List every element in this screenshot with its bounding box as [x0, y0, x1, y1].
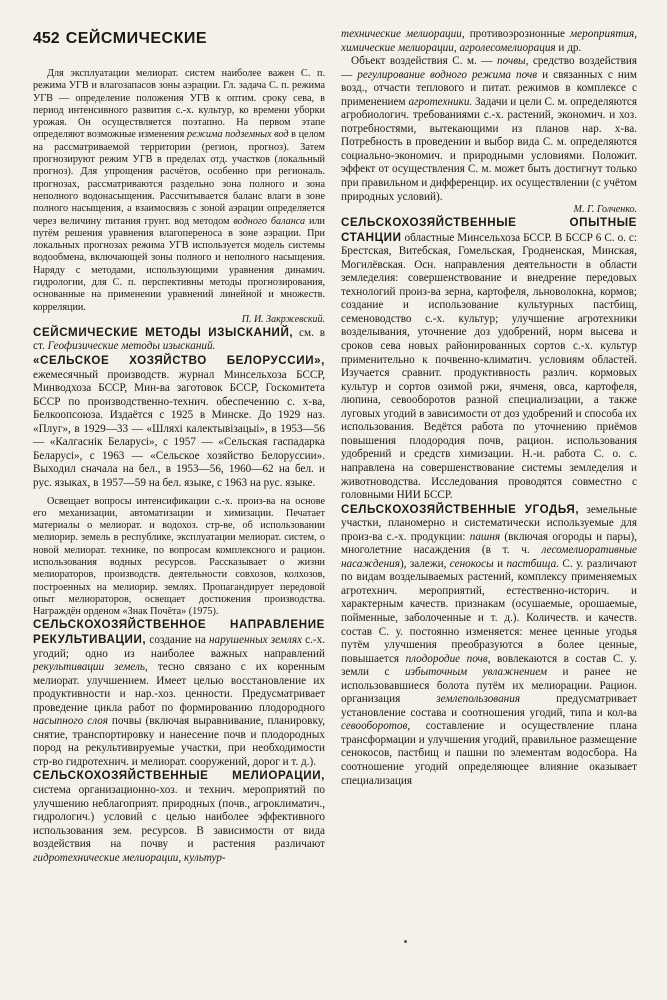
- entry-experimental-stations: СЕЛЬСКОХОЗЯЙСТВЕННЫЕ ОПЫТНЫЕ СТАНЦИИ областные Минсельхоза БССР. В БССР 6 С. о. с: Брестская, Витебская, Гомельская, Гродненская, Минская, Могилёвская. Осн. направления деятельности в области земледелия: совершенствование и внедрение передовых технологий произ-ва зерна, картофеля, льноволокна, кормов; создание и использование культурных пастбищ, семеноводство с.-х. культур; улучшение агротехники возделывания, уточнение доз удобрений, норм высева и сроков сева новых районированных сортов с.-х. культур применительно к почвенно-климатич. условиям областей. Изучается сравнит. продуктивность различ. кормовых культур и сортов озимой ржи, ячменя, овса, картофеля, люпина, севооборотов разной специализации, а также луговых угодий в зависимости от доз удобрений и способа их использования. Ведётся работа по уточнению приёмов повышения плодородия почв, рацион. использования удобрений и средств химизации. Н.-и. работа С. о. с. направлена на совершенствование системы земледелия и животноводства. Исследования проводятся совместно с головными НИИ БССР.: [341, 216, 637, 502]
- journal-details: [33, 491, 325, 619]
- entry-term: СЕЛЬСКОХОЗЯЙСТВЕННОЕ НАПРАВЛЕНИЕ РЕКУЛЬТИВАЦИИ,: [33, 618, 325, 647]
- print-dot-mark: [404, 940, 407, 943]
- right-column: [341, 28, 637, 788]
- author-signature: П. И. Закржевский.: [241, 313, 325, 325]
- entry-recultivation: СЕЛЬСКОХОЗЯЙСТВЕННОЕ НАПРАВЛЕНИЕ РЕКУЛЬТИВАЦИИ, создание на нарушенных землях с.-х. угодий; одно из наиболее важных направлений рекультивации земель, тесно связано с их коренным мелиорат. улучшением. Имеет целью восстановление их продуктивности и нар.-хоз. ценности. Предусматривает проведение цикла работ по формированию плодородного насыпного слоя почвы (включая выравнивание, планировку, снятие, транспортировку и нанесение почв и плодородных пород на рекультивируемые участки, при необходимости стр-во гидротехнич. и мелиорат. сооружений, дорог и т. д.).: [33, 618, 326, 768]
- page-header: [33, 30, 207, 48]
- entry-term: «СЕЛЬСКОЕ ХОЗЯЙСТВО БЕЛОРУССИИ»,: [33, 354, 325, 368]
- article-paragraph: Для эксплуатации мелиорат. систем наиболее важен С. п. режима УГВ и влагозапасов зоны аэрации. Гл. задача С. п. режима УГВ — определение положения УГВ к оптим. сроку сева, в период интенсивного развития с.-х. культур, ко времени уборки урожая. Он осуществляется поэтапно. На первом этапе определяют возможные изменения режима подземных вод в целом на рассматриваемой территории (регион, прогноз). Затем прогнозируют режим УГВ в пределах отд. участков (локальный прогноз). Для упрощения расчётов, особенно при региональ. прогнозах, рассматриваются раздельно зона полного и зона неполного водонасыщения. Рассчитывается баланс влаги в зоне полного насыщения, а взаимосвязь с зоной аэрации определяется через величину питания грунт. вод методом водного баланса или путём решения уравнения влагопереноса в зоне аэрации. При локальных прогнозах режима УГВ используется модель системы водообмена, включающей зоны полного и неполного насыщения. Наряду с методами, использующими уравнения динамич. гидрологии, для С. п. перспективны методы прогнозирования, основанные на применении уравнений линейной и множеств. корреляции.: [33, 68, 325, 313]
- left-column: [33, 68, 325, 865]
- entry-term: СЕЛЬСКОХОЗЯЙСТВЕННЫЕ ОПЫТНЫЕ СТАНЦИИ: [341, 216, 637, 244]
- entry-seismic-methods: СЕЙСМИЧЕСКИЕ МЕТОДЫ ИЗЫСКАНИЙ, см. в ст. Геофизические методы изысканий.: [33, 325, 326, 353]
- entry-term: СЕЛЬСКОХОЗЯЙСТВЕННЫЕ УГОДЬЯ,: [341, 502, 580, 516]
- article-paragraph: Объект воздействия С. м. — почвы, средство воздействия — регулирование водного режима почв и связанных с ним возд., отчасти теплового и питат. режимов в комплексе с применением агротехники. Задачи и цели С. м. определяются агробиологич. требованиями с.-х. растений, экономич. и хоз. потребностями, вытекающими из планов нар. х-ва. Потребность в проведении и выбор вида С. м. определяются социально-экономич. и природными условиями. Положит. эффект от осуществления С. м. может быть достигнут только при правильном и дифференцир. их осуществлении (с учётом природных условий).: [341, 55, 638, 203]
- entry-agri-melioration: СЕЛЬСКОХОЗЯЙСТВЕННЫЕ МЕЛИОРАЦИИ, система организационно-хоз. и технич. мероприятий по улучшению неблагоприят. природных (почв., агроклиматич., гидрологич.) условий с целью наиболее эффективного использования зем. ресурсов. В зависимости от вида воздействия на почву и растения различают гидротехнические мелиорации, культур-: [33, 769, 325, 864]
- entry-continuation: технические мелиорации, противоэрозионные мероприятия, химические мелиорации, агролесомелиорация и др.: [341, 28, 637, 54]
- cross-reference-link[interactable]: Геофизические методы изысканий.: [47, 340, 216, 353]
- page-number: 452: [33, 30, 60, 47]
- entry-agri-lands: СЕЛЬСКОХОЗЯЙСТВЕННЫЕ УГОДЬЯ, земельные участки, планомерно и систематически используемые для произ-ва с.-х. продукции: пашня (включая огороды и пары), многолетние насаждения (в т. ч. лесомелиоративные насаждения), залежи, сенокосы и пастбища. С. у. различают по видам возделываемых растений, комплексу применяемых агротехнич. мероприятий, естественно-историч. и характерным качеств. признакам (осушаемые, орошаемые, пойменные, заболоченные и т. д.). Количеств. и качеств. состав С. у. постоянно изменяется: менее ценные угодья путём улучшения преобразуются в более ценные, повышается плодородие почв, вовлекаются в состав С. у. земли с избыточным увлажнением и ранее не использовавшиеся болота путём их мелиорации. Рацион. организация землепользования предусматривает установление состава и соотношения угодий, типа и кол-ва севооборотов, составление и осуществление плана трансформации и улучшения угодий, правильное размещение сенокосов, пастбищ и пашни по элементам водосбора. На соотношение угодий определяющее влияние оказывает специализация: [341, 502, 637, 787]
- entry-journal: «СЕЛЬСКОЕ ХОЗЯЙСТВО БЕЛОРУССИИ», ежемесячный производств. журнал Минсельхоза БССР, Минводхоза БССР, Мин-ва заготовок БССР, Госкомитета БССР по производственно-технич. обеспечению с. х-ва, Белкоопсоюза. Издаётся с 1925 в Минске. До 1929 наз. «Плуг», в 1929—33 — «Шляхі калектывізацыі», в 1953—56 — «Калгаснік Беларусі», с 1957 — «Сельская гаспадарка Беларусі», с 1963 — «Сельское хозяйство Белоруссии». Выходил сначала на бел., в 1953—56, 1960—62 на бел. и рус. языках, в 1957—59 на бел. языке, с 1963 на рус. языке.: [33, 354, 325, 489]
- article-continuation: [33, 68, 325, 326]
- running-title: СЕЙСМИЧЕСКИЕ: [65, 30, 208, 47]
- entry-term: СЕЙСМИЧЕСКИЕ МЕТОДЫ ИЗЫСКАНИЙ,: [33, 325, 294, 339]
- article-paragraph: Освещает вопросы интенсификации с.-х. произ-ва на основе его механизации, автоматизации и химизации. Печатает материалы о мелиорат. и водохоз. стр-ве, об использовании мелиорир. земель в республике, эксплуатации мелиорат. систем, о новой мелиорат. технике, по вопросам комплексного и рацион. использования водных ресурсов. Рассказывает о жизни мелиораторов, производств. деятельности совхозов, колхозов, построенных на мелиорир. землях. Пропагандирует передовой опыт мелиораторов, освещает достижения производства. Награждён орденом «Знак Почёта» (1975).: [33, 495, 325, 618]
- entry-term: СЕЛЬСКОХОЗЯЙСТВЕННЫЕ МЕЛИОРАЦИИ,: [33, 769, 325, 783]
- author-signature: М. Г. Голченко.: [573, 204, 637, 216]
